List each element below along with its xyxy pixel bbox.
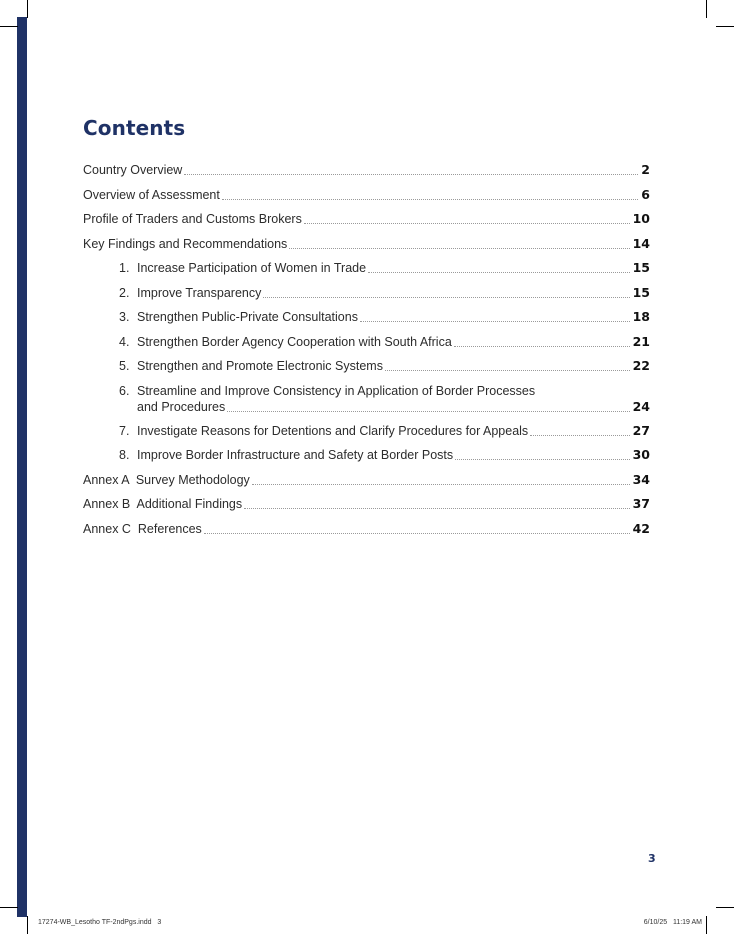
dot-leader bbox=[222, 199, 638, 200]
toc-annex-entry[interactable] bbox=[83, 472, 650, 488]
toc-subentry-label: Streamline and Improve Consistency in Application of Border Processes bbox=[137, 383, 536, 398]
dot-leader bbox=[204, 533, 630, 534]
toc-subentry-number: 4. bbox=[119, 334, 130, 349]
toc-subentry-label: Strengthen Border Agency Cooperation with South Africa bbox=[137, 334, 452, 349]
side-accent-bar bbox=[17, 17, 27, 917]
toc-subentry[interactable] bbox=[83, 383, 650, 415]
table-of-contents bbox=[83, 162, 650, 545]
crop-mark bbox=[706, 0, 707, 18]
crop-mark bbox=[27, 916, 28, 934]
dot-leader bbox=[455, 459, 629, 460]
page-title: Contents bbox=[83, 116, 186, 140]
toc-page-number: 22 bbox=[632, 358, 650, 373]
toc-page-number: 30 bbox=[632, 447, 650, 462]
toc-subentry-number: 2. bbox=[119, 285, 130, 300]
toc-page-number: 21 bbox=[632, 333, 650, 349]
toc-page-number: 24 bbox=[632, 398, 650, 414]
toc-subentry[interactable] bbox=[83, 285, 650, 301]
toc-entry-label: Annex B Additional Findings bbox=[83, 497, 243, 511]
toc-entry[interactable] bbox=[83, 187, 650, 203]
toc-subentry-number: 3. bbox=[119, 310, 130, 324]
toc-subentry-number: 7. bbox=[119, 423, 130, 438]
toc-page-number: 15 bbox=[632, 284, 650, 300]
dot-leader bbox=[530, 435, 629, 436]
toc-subentry-label: Strengthen Public-Private Consultations bbox=[137, 310, 358, 324]
toc-subentry-label: Investigate Reasons for Detentions and Clarify Procedures for Appeals bbox=[137, 423, 529, 438]
toc-entry[interactable] bbox=[83, 162, 650, 178]
toc-entry-label: Profile of Traders and Customs Brokers bbox=[83, 212, 302, 226]
toc-subentry-number: 1. bbox=[119, 261, 130, 275]
crop-mark bbox=[716, 907, 734, 908]
toc-subentry-number: 8. bbox=[119, 448, 130, 462]
toc-page-number: 6 bbox=[641, 186, 650, 202]
print-slug-filename: 17274-WB_Lesotho TF-2ndPgs.indd 3 bbox=[38, 919, 162, 926]
crop-mark bbox=[716, 26, 734, 27]
dot-leader bbox=[360, 321, 630, 322]
dot-leader bbox=[227, 411, 629, 412]
dot-leader bbox=[184, 174, 638, 175]
toc-page-number: 15 bbox=[632, 260, 650, 275]
dot-leader bbox=[263, 297, 629, 298]
print-slug-datetime: 6/10/25 11:19 AM bbox=[643, 919, 702, 926]
dot-leader bbox=[368, 272, 630, 273]
dot-leader bbox=[252, 484, 630, 485]
toc-subentry-label-cont: and Procedures bbox=[137, 399, 226, 414]
toc-subentry-label: Strengthen and Promote Electronic Systems bbox=[137, 359, 383, 373]
toc-subentry[interactable] bbox=[83, 260, 650, 276]
toc-entry[interactable] bbox=[83, 211, 650, 227]
toc-annex-entry[interactable] bbox=[83, 496, 650, 512]
toc-entry-label: Key Findings and Recommendations bbox=[83, 236, 288, 251]
crop-mark bbox=[0, 26, 18, 27]
toc-page-number: 2 bbox=[641, 162, 650, 177]
toc-subentry[interactable] bbox=[83, 423, 650, 439]
toc-subentry-number: 5. bbox=[119, 359, 130, 373]
dot-leader bbox=[304, 223, 630, 224]
page-number: 3 bbox=[648, 852, 656, 865]
toc-subentry[interactable] bbox=[83, 334, 650, 350]
toc-subentry[interactable] bbox=[83, 309, 650, 325]
toc-entry-label: Annex A Survey Methodology bbox=[83, 472, 250, 487]
toc-subentry-label: Increase Participation of Women in Trade bbox=[137, 261, 367, 275]
crop-mark bbox=[706, 916, 707, 934]
toc-entry-label: Annex C References bbox=[83, 521, 202, 536]
toc-subentry-label: Improve Transparency bbox=[137, 285, 262, 300]
dot-leader bbox=[244, 508, 629, 509]
crop-mark bbox=[0, 907, 18, 908]
dot-leader bbox=[289, 248, 629, 249]
toc-page-number: 34 bbox=[632, 471, 650, 487]
toc-subentry-number: 6. bbox=[119, 383, 130, 398]
dot-leader bbox=[385, 370, 630, 371]
toc-entry[interactable] bbox=[83, 236, 650, 252]
toc-annex-entry[interactable] bbox=[83, 521, 650, 537]
toc-subentry[interactable] bbox=[83, 358, 650, 374]
toc-subentry[interactable] bbox=[83, 447, 650, 463]
toc-page-number: 10 bbox=[632, 211, 650, 226]
toc-page-number: 18 bbox=[632, 309, 650, 324]
toc-page-number: 42 bbox=[632, 520, 650, 536]
crop-mark bbox=[27, 0, 28, 18]
toc-page-number: 37 bbox=[632, 496, 650, 511]
toc-entry-label: Country Overview bbox=[83, 163, 183, 177]
toc-page-number: 27 bbox=[632, 422, 650, 438]
dot-leader bbox=[454, 346, 630, 347]
toc-subentry-label: Improve Border Infrastructure and Safety at Border Posts bbox=[137, 448, 454, 462]
toc-entry-label: Overview of Assessment bbox=[83, 187, 220, 202]
toc-page-number: 14 bbox=[632, 235, 650, 251]
